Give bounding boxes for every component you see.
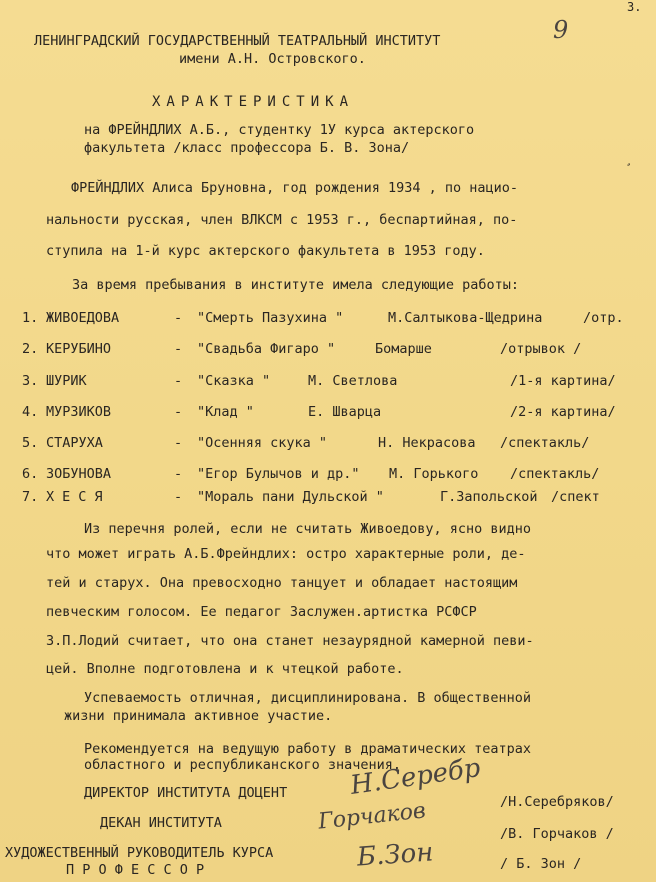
subject-line-1: на ФРЕЙНДЛИХ А.Б., студентку 1У курса актерского [84,122,475,138]
handwritten-signature: Б.Зон [356,837,435,873]
role-author: М. Горького [389,466,479,482]
role-dash: - [174,466,183,482]
role-note: /спектакль/ [500,435,590,451]
signatory-name: / Б. Зон / [500,856,582,872]
role-name: КЕРУБИНО [46,341,112,357]
page-number: 3. [627,0,642,14]
signature-position: ХУДОЖЕСТВЕННЫЙ РУКОВОДИТЕЛЬ КУРСА [5,845,274,861]
signatory-name: /Н.Серебряков/ [500,794,614,810]
role-number: 6. [22,466,39,482]
body-line: Из перечня ролей, если не считать Живоедову, ясно видно [84,521,532,537]
role-play: "Сказка " [197,373,271,389]
body-line: певческим голосом. Ее педагог Заслужен.артистка РСФСР [46,604,477,620]
handwritten-signature: Горчаков [316,798,427,835]
signature-position: ДИРЕКТОР ИНСТИТУТА ДОЦЕНТ [84,785,288,801]
institute-subtitle: имени А.Н. Островского. [179,51,366,67]
works-intro: За время пребывания в институте имела следующие работы: [72,277,520,293]
role-number: 2. [22,341,39,357]
recommendation-line: Рекомендуется на ведущую работу в драматических театрах [84,741,532,757]
role-dash: - [174,341,183,357]
role-dash: - [174,489,183,505]
signature-title-professor: П Р О Ф Е С С О Р [66,862,205,878]
signatory-name: /В. Горчаков / [500,826,614,842]
handwritten-signature: Н.Серебр [348,753,483,801]
recommendation-line: областного и республиканского значения. [84,757,401,773]
role-number: 3. [22,373,39,389]
intro-line: нальности русская, член ВЛКСМ с 1953 г., беспартийная, по- [46,212,518,228]
role-note: /спект [551,489,600,505]
subject-line-2: факультета /класс профессора Б. В. Зона/ [84,140,410,156]
intro-line: ФРЕЙНДЛИХ Алиса Бруновна, год рождения 1934 , по нацио- [71,180,519,196]
body-line: что может играть А.Б.Фрейндлих: остро характерные роли, де- [46,546,526,562]
role-author: М.Салтыкова-Щедрина [388,310,543,326]
role-name: ШУРИК [46,373,87,389]
role-play: "Мораль пани Дульской " [197,489,384,505]
role-play: "Осенняя скука " [197,435,328,451]
role-note: /1-я картина/ [510,373,616,389]
role-dash: - [174,310,183,326]
handwritten-folio-number: 9 [553,16,569,44]
role-name: МУРЗИКОВ [46,404,112,420]
role-name: ЗОБУНОВА [46,466,112,482]
role-author: М. Светлова [308,373,398,389]
role-note: /отр. [583,310,624,326]
document-title: ХАРАКТЕРИСТИКА [152,94,355,110]
role-note: /спектакль/ [510,466,600,482]
role-author: Г.Запольской [440,489,538,505]
role-note: /отрывок / [500,341,582,357]
role-play: "Свадьба Фигаро " [197,341,336,357]
role-author: Н. Некрасова [378,435,476,451]
body-line: цей. Вполне подготовлена и к чтецкой работе. [46,661,404,677]
margin-mark: ¸ [625,152,633,166]
role-dash: - [174,404,183,420]
role-play: "Клад " [197,404,254,420]
role-note: /2-я картина/ [510,404,616,420]
role-name: СТАРУХА [46,435,103,451]
role-number: 7. [22,489,39,505]
role-number: 1. [22,310,39,326]
body-line: З.П.Лодий считает, что она станет незаурядной камерной певи- [46,633,534,649]
signature-position: ДЕКАН ИНСТИТУТА [100,815,222,831]
performance-line: жизни принимала активное участие. [64,708,333,724]
role-name: ХЕСЯ [46,489,111,505]
role-play: "Егор Булычов и др." [197,466,360,482]
performance-line: Успеваемость отличная, дисциплинирована. В общественной [84,690,532,706]
role-dash: - [174,373,183,389]
role-dash: - [174,435,183,451]
role-number: 4. [22,404,39,420]
role-name: ЖИВОЕДОВА [46,310,120,326]
body-line: тей и старух. Она превосходно танцует и обладает настоящим [46,575,518,591]
role-author: Бомарше [375,341,432,357]
institute-name: ЛЕНИНГРАДСКИЙ ГОСУДАРСТВЕННЫЙ ТЕАТРАЛЬНЫЙ ИНСТИТУТ [34,33,441,49]
role-author: Е. Шварца [308,404,382,420]
role-play: "Смерть Пазухина " [197,310,344,326]
intro-line: ступила на 1-й курс актерского факультета в 1953 году. [46,243,485,259]
role-number: 5. [22,435,39,451]
